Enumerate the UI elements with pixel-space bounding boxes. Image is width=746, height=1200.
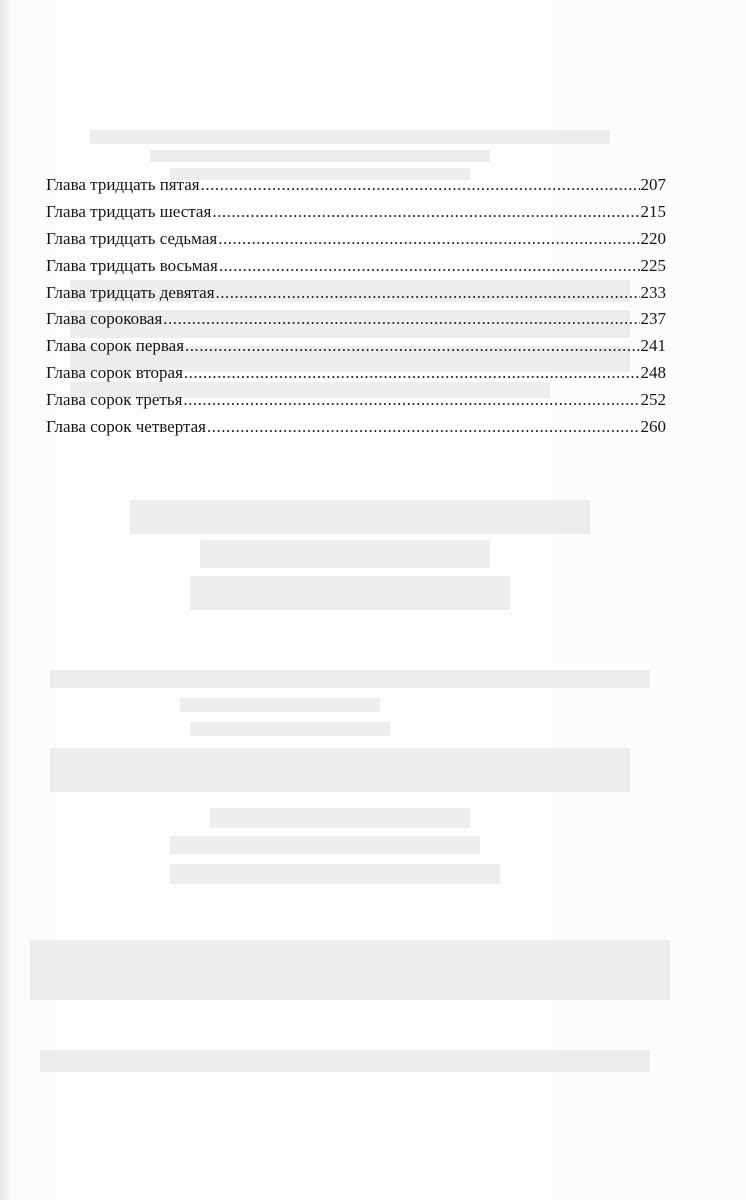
toc-entry [46, 172, 666, 199]
dot-leader [201, 172, 640, 199]
table-of-contents [46, 172, 666, 441]
page-gutter-shadow [0, 0, 10, 1200]
chapter-title: Глава сорок третья [46, 390, 183, 410]
toc-entry [46, 387, 666, 414]
dot-leader [207, 414, 639, 441]
toc-entry [46, 226, 666, 253]
page-number: 207 [640, 175, 666, 194]
chapter-title: Глава сороковая [46, 309, 163, 329]
page-number: 248 [640, 363, 666, 383]
chapter-title: Глава сорок четвертая [46, 417, 207, 437]
toc-entry [46, 414, 666, 441]
toc-entry [46, 306, 666, 333]
page-number: 241 [640, 336, 666, 356]
toc-entry [46, 280, 666, 307]
toc-entry [46, 360, 666, 387]
page-number: 233 [640, 282, 666, 302]
toc-entry [46, 199, 666, 226]
page-number: 220 [640, 228, 666, 248]
page-number: 260 [640, 417, 666, 437]
dot-leader [219, 253, 640, 280]
toc-entry [46, 333, 666, 360]
chapter-title: Глава тридцать седьмая [46, 228, 218, 248]
page-number: 225 [640, 255, 666, 275]
dot-leader [212, 199, 639, 226]
chapter-title: Глава тридцать девятая [46, 282, 215, 302]
chapter-title: Глава тридцать восьмая [46, 255, 218, 275]
dot-leader [163, 306, 639, 333]
chapter-title: Глава сорок вторая [46, 363, 183, 383]
dot-leader [185, 333, 639, 360]
dot-leader [218, 226, 639, 253]
chapter-title: Глава сорок первая [46, 336, 185, 356]
toc-entry [46, 253, 666, 280]
dot-leader [216, 280, 640, 307]
chapter-title: Глава тридцать пятая [46, 175, 200, 194]
dot-leader [183, 387, 639, 414]
chapter-title: Глава тридцать шестая [46, 201, 212, 221]
page-number: 237 [640, 309, 666, 329]
page-number: 252 [640, 390, 666, 410]
page-number: 215 [640, 201, 666, 221]
dot-leader [184, 360, 640, 387]
